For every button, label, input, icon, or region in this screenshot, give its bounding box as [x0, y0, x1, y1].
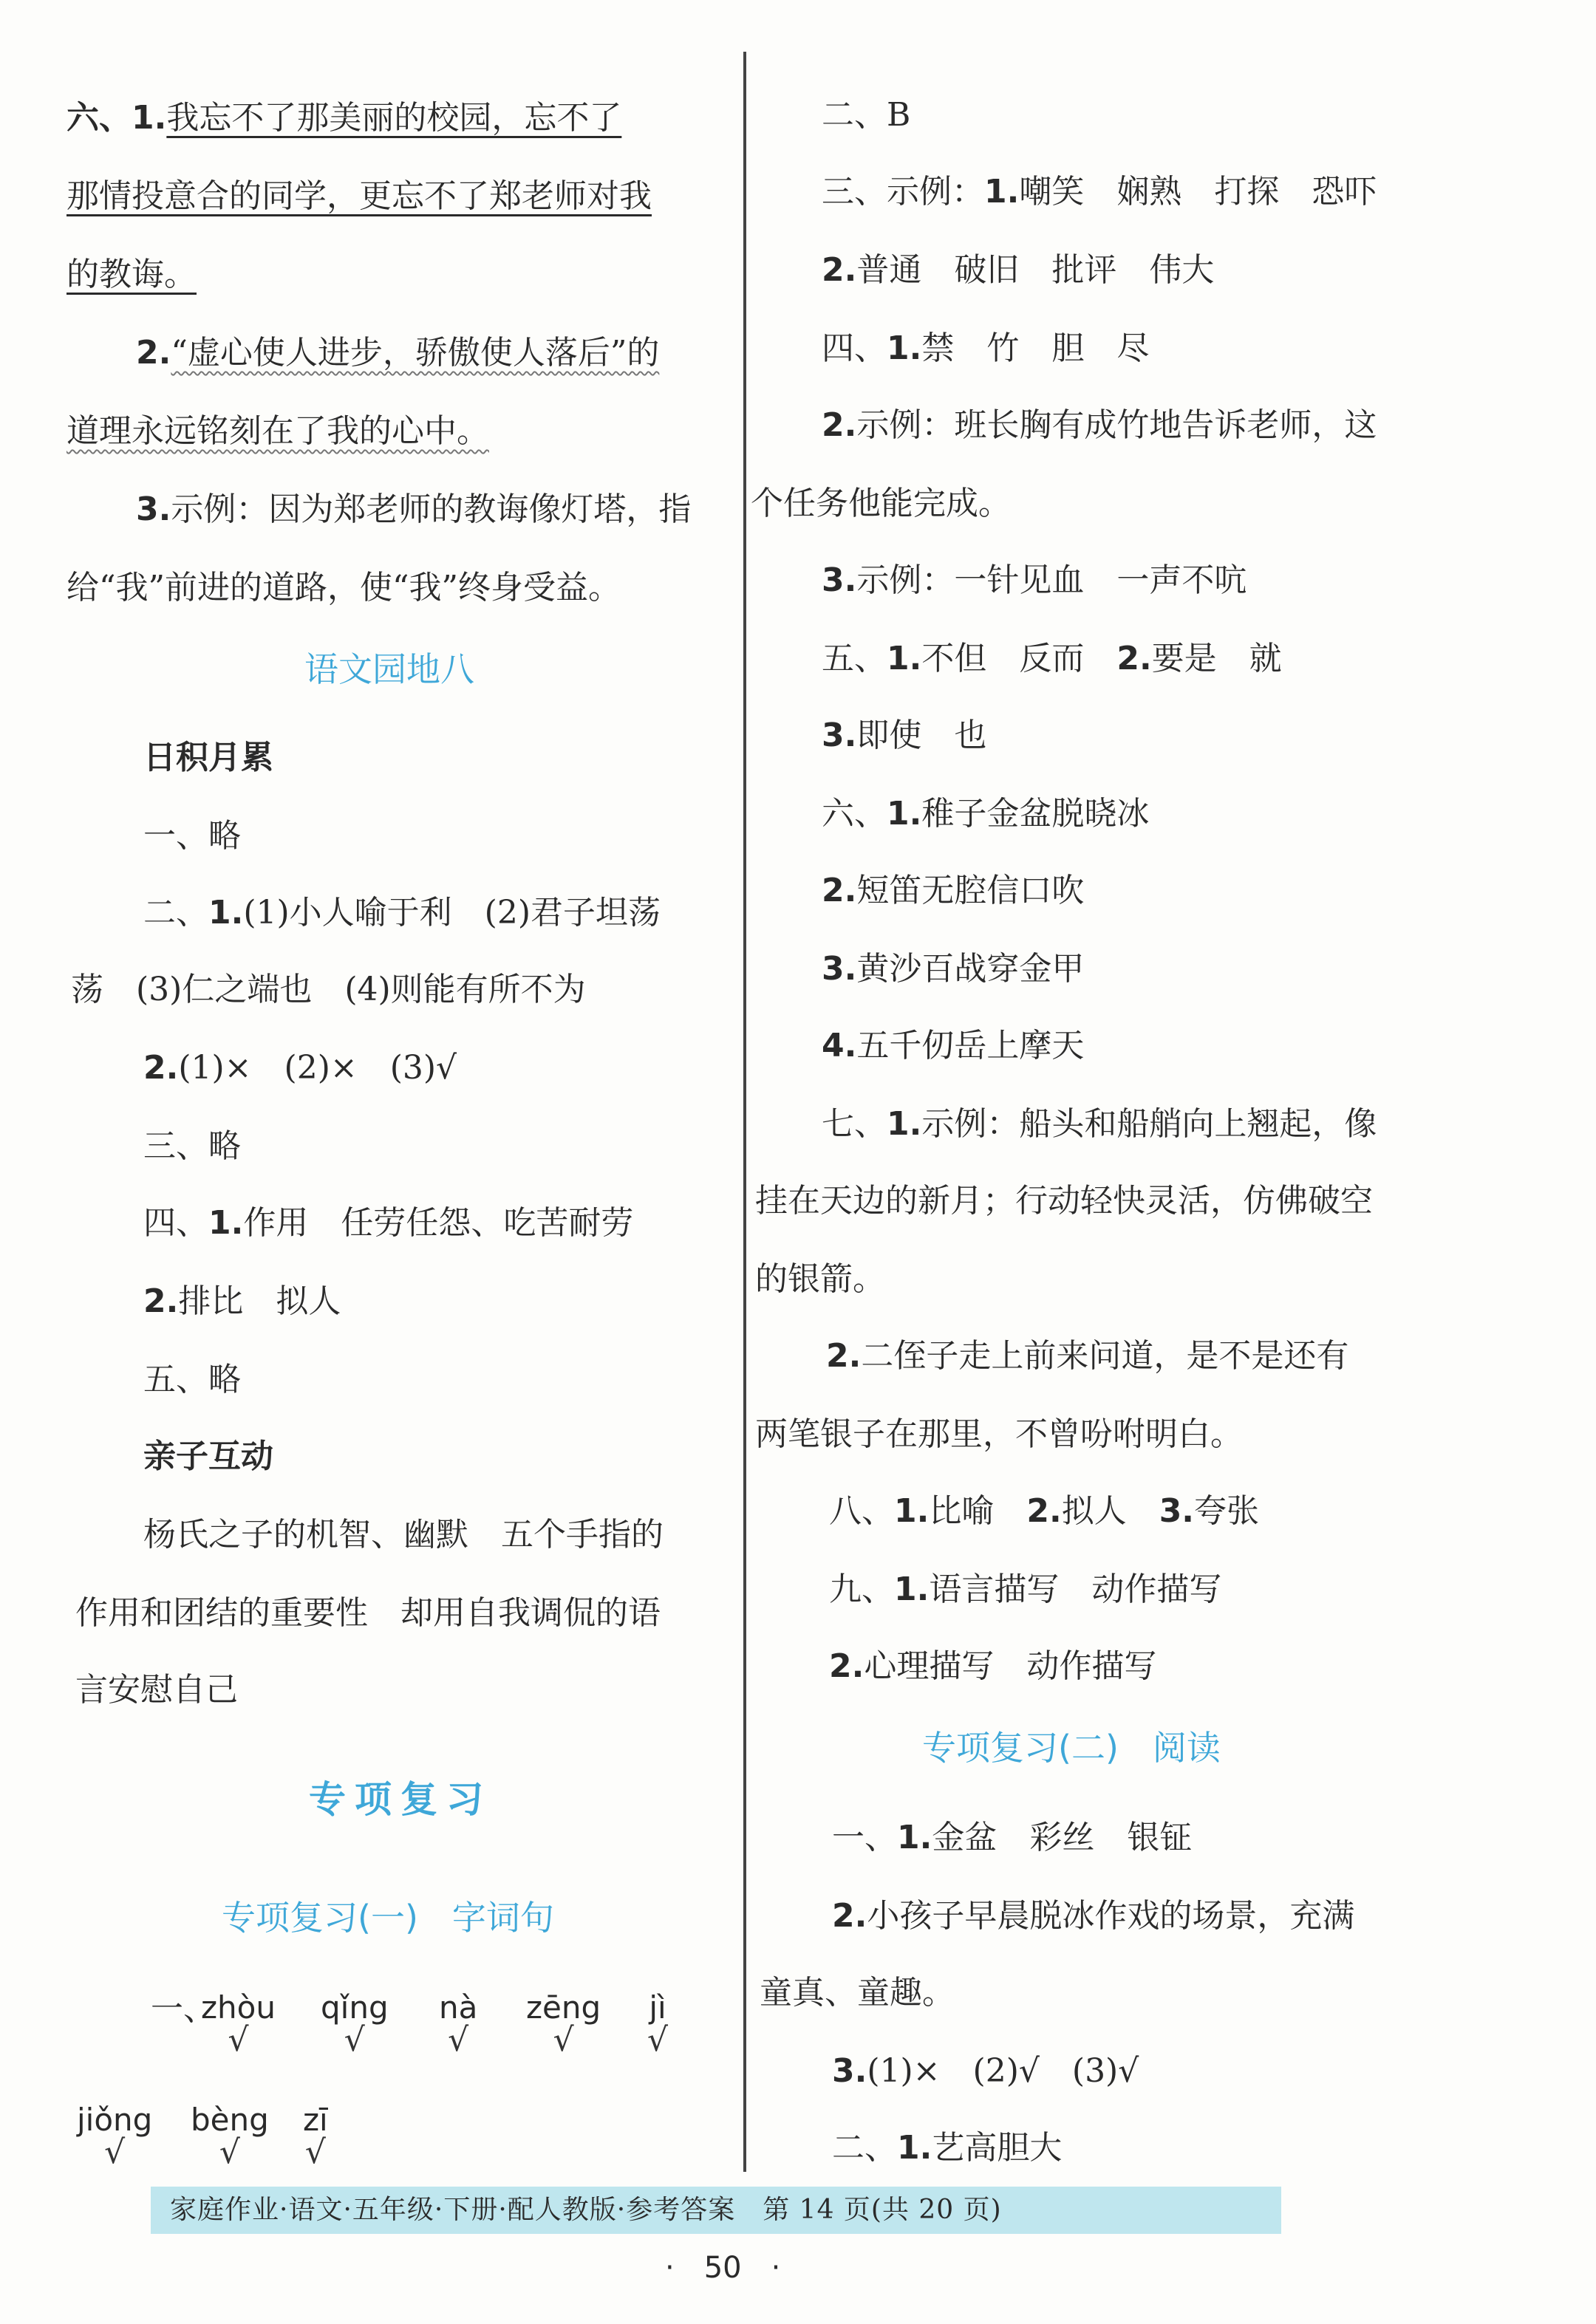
- page-number: · 50 ·: [665, 2251, 781, 2285]
- answer-line: 2.排比 拟人: [143, 1282, 341, 1320]
- answer-line: 两笔银子在那里，不曾吩咐明白。: [755, 1415, 1243, 1453]
- answer-line: 三、略: [143, 1127, 241, 1165]
- answer-line: 六、1.稚子金盆脱晓冰: [822, 795, 1150, 833]
- answer-line: 一、: [151, 1990, 216, 2028]
- answer-line: 的教诲。: [66, 256, 197, 293]
- pinyin-item: zhòu √: [201, 1989, 276, 2059]
- answer-line: 2.心理描写 动作描写: [829, 1647, 1157, 1685]
- answer-line: 3.示例：因为郑老师的教诲像灯塔，指: [136, 491, 692, 528]
- answer-line: 2.二侄子走上前来问道，是不是还有: [826, 1337, 1349, 1375]
- answer-line: 3.(1)× (2)√ (3)√: [832, 2052, 1139, 2090]
- section-heading: 专项复习(一) 字词句: [222, 1898, 554, 1938]
- answer-line: 六、1.我忘不了那美丽的校园，忘不了: [66, 99, 622, 137]
- answer-line: 童真、童趣。: [760, 1974, 955, 2012]
- section-heading: 语文园地八: [304, 649, 474, 689]
- answer-line: 2.普通 破旧 批评 伟大: [822, 251, 1215, 289]
- section-heading: 专项复习: [309, 1778, 492, 1821]
- pinyin-item: bèng √: [191, 2102, 269, 2171]
- answer-line: 言安慰自己: [75, 1671, 238, 1709]
- answer-line: 2.短笛无腔信口吹: [822, 872, 1085, 909]
- answer-line: 个任务他能完成。: [751, 485, 1011, 522]
- pinyin-item: zī √: [303, 2102, 328, 2171]
- answer-line: 一、1.金盆 彩丝 银钲: [832, 1819, 1193, 1856]
- answer-line: 杨氏之子的机智、幽默 五个手指的: [143, 1516, 664, 1554]
- answer-line: 那情投意合的同学，更忘不了郑老师对我: [66, 177, 652, 215]
- answer-line: 二、B: [822, 96, 911, 134]
- pinyin-item: jiǒng √: [77, 2102, 153, 2171]
- answer-line: 3.黄沙百战穿金甲: [822, 950, 1085, 988]
- answer-line: 2.(1)× (2)× (3)√: [143, 1049, 457, 1087]
- column-divider: [743, 52, 746, 2172]
- answer-line: 五、略: [143, 1361, 241, 1398]
- answer-line: 二、1.(1)小人喻于利 (2)君子坦荡: [143, 894, 661, 932]
- answer-line: 2.“虚心使人进步，骄傲使人落后”的: [136, 334, 660, 372]
- pinyin-item: nà √: [439, 1989, 478, 2059]
- answer-line: 作用和团结的重要性 却用自我调侃的语: [75, 1594, 661, 1632]
- footer-text: 家庭作业·语文·五年级·下册·配人教版·参考答案 第 14 页(共 20 页): [170, 2195, 1002, 2225]
- pinyin-item: qǐng √: [321, 1989, 389, 2059]
- subheading: 亲子互动: [143, 1438, 273, 1475]
- section-heading: 专项复习(二) 阅读: [922, 1728, 1221, 1768]
- answer-line: 的银箭。: [755, 1260, 885, 1298]
- pinyin-item: jì √: [647, 1989, 669, 2059]
- answer-line: 四、1.禁 竹 胆 尽: [822, 329, 1150, 367]
- answer-line: 挂在天边的新月；行动轻快灵活，仿佛破空: [755, 1182, 1373, 1220]
- answer-line: 3.示例：一针见血 一声不吭: [822, 561, 1247, 599]
- answer-line: 给“我”前进的道路，使“我”终身受益。: [66, 569, 621, 606]
- answer-line: 五、1.不但 反而 2.要是 就: [822, 640, 1282, 677]
- answer-line: 3.即使 也: [822, 717, 987, 754]
- answer-line: 道理永远铭刻在了我的心中。: [66, 412, 489, 450]
- answer-line: 4.五千仞岳上摩天: [822, 1027, 1085, 1064]
- subheading: 日积月累: [143, 739, 273, 776]
- pinyin-item: zēng √: [526, 1989, 601, 2059]
- answer-line: 九、1.语言描写 动作描写: [829, 1571, 1222, 1608]
- answer-line: 三、示例：1.嘲笑 娴熟 打探 恐吓: [822, 173, 1377, 211]
- answer-line: 七、1.示例：船头和船艄向上翘起，像: [822, 1105, 1377, 1143]
- answer-line: 2.小孩子早晨脱冰作戏的场景，充满: [832, 1897, 1355, 1935]
- answer-line: 一、略: [143, 817, 241, 855]
- answer-line: 2.示例：班长胸有成竹地告诉老师，这: [822, 406, 1377, 444]
- answer-line: 荡 (3)仁之端也 (4)则能有所不为: [71, 971, 586, 1008]
- answer-line: 四、1.作用 任劳任怨、吃苦耐劳: [143, 1204, 634, 1242]
- answer-line: 八、1.比喻 2.拟人 3.夸张: [829, 1492, 1260, 1530]
- answer-line: 二、1.艺高胆大: [832, 2129, 1063, 2167]
